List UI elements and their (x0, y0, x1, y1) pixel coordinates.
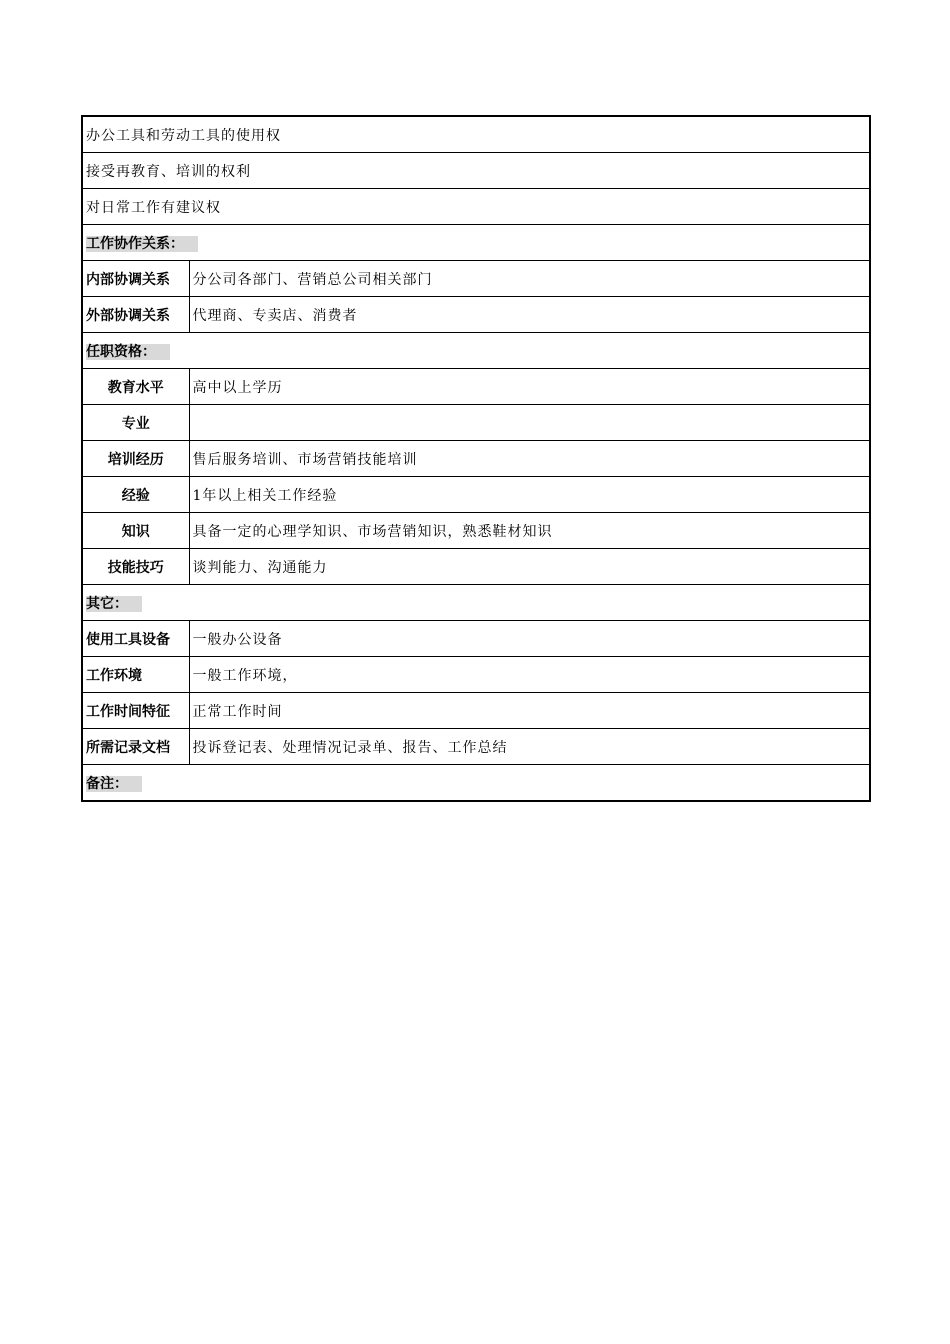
environment-label: 工作环境 (82, 657, 189, 693)
training-label: 培训经历 (82, 441, 189, 477)
knowledge-label: 知识 (82, 513, 189, 549)
training-value: 售后服务培训、市场营销技能培训 (189, 441, 870, 477)
environment-value: 一般工作环境， (189, 657, 870, 693)
internal-coordination-value: 分公司各部门、营销总公司相关部门 (189, 261, 870, 297)
job-description-table (81, 115, 871, 802)
major-label: 专业 (82, 405, 189, 441)
table-row (82, 621, 870, 657)
table-row (82, 513, 870, 549)
work-hours-label: 工作时间特征 (82, 693, 189, 729)
table-row (82, 297, 870, 333)
table-row (82, 693, 870, 729)
qualifications-section-header (82, 333, 870, 369)
qualifications-section-title: 任职资格： (86, 344, 170, 360)
table-row (82, 441, 870, 477)
equipment-label: 使用工具设备 (82, 621, 189, 657)
work-hours-value: 正常工作时间 (189, 693, 870, 729)
table-row (82, 657, 870, 693)
right-item: 办公工具和劳动工具的使用权 (82, 116, 870, 153)
notes-section-header (82, 765, 870, 802)
knowledge-value: 具备一定的心理学知识、市场营销知识，熟悉鞋材知识 (189, 513, 870, 549)
table-row (82, 477, 870, 513)
rights-row (82, 153, 870, 189)
external-coordination-value: 代理商、专卖店、消费者 (189, 297, 870, 333)
rights-row (82, 116, 870, 153)
documents-value: 投诉登记表、处理情况记录单、报告、工作总结 (189, 729, 870, 765)
table-row (82, 369, 870, 405)
equipment-value: 一般办公设备 (189, 621, 870, 657)
education-label: 教育水平 (82, 369, 189, 405)
education-value: 高中以上学历 (189, 369, 870, 405)
experience-value: 1年以上相关工作经验 (189, 477, 870, 513)
other-section-header (82, 585, 870, 621)
documents-label: 所需记录文档 (82, 729, 189, 765)
table-row (82, 549, 870, 585)
right-item: 对日常工作有建议权 (82, 189, 870, 225)
table-row (82, 405, 870, 441)
table-row (82, 729, 870, 765)
other-section-title: 其它： (86, 596, 142, 612)
notes-section-title: 备注： (86, 776, 142, 792)
skills-value: 谈判能力、沟通能力 (189, 549, 870, 585)
experience-label: 经验 (82, 477, 189, 513)
major-value (189, 405, 870, 441)
cooperation-section-header (82, 225, 870, 261)
cooperation-section-title: 工作协作关系： (86, 236, 198, 252)
table-row (82, 261, 870, 297)
rights-row (82, 189, 870, 225)
internal-coordination-label: 内部协调关系 (82, 261, 189, 297)
external-coordination-label: 外部协调关系 (82, 297, 189, 333)
skills-label: 技能技巧 (82, 549, 189, 585)
right-item: 接受再教育、培训的权利 (82, 153, 870, 189)
job-description-page (81, 115, 869, 802)
